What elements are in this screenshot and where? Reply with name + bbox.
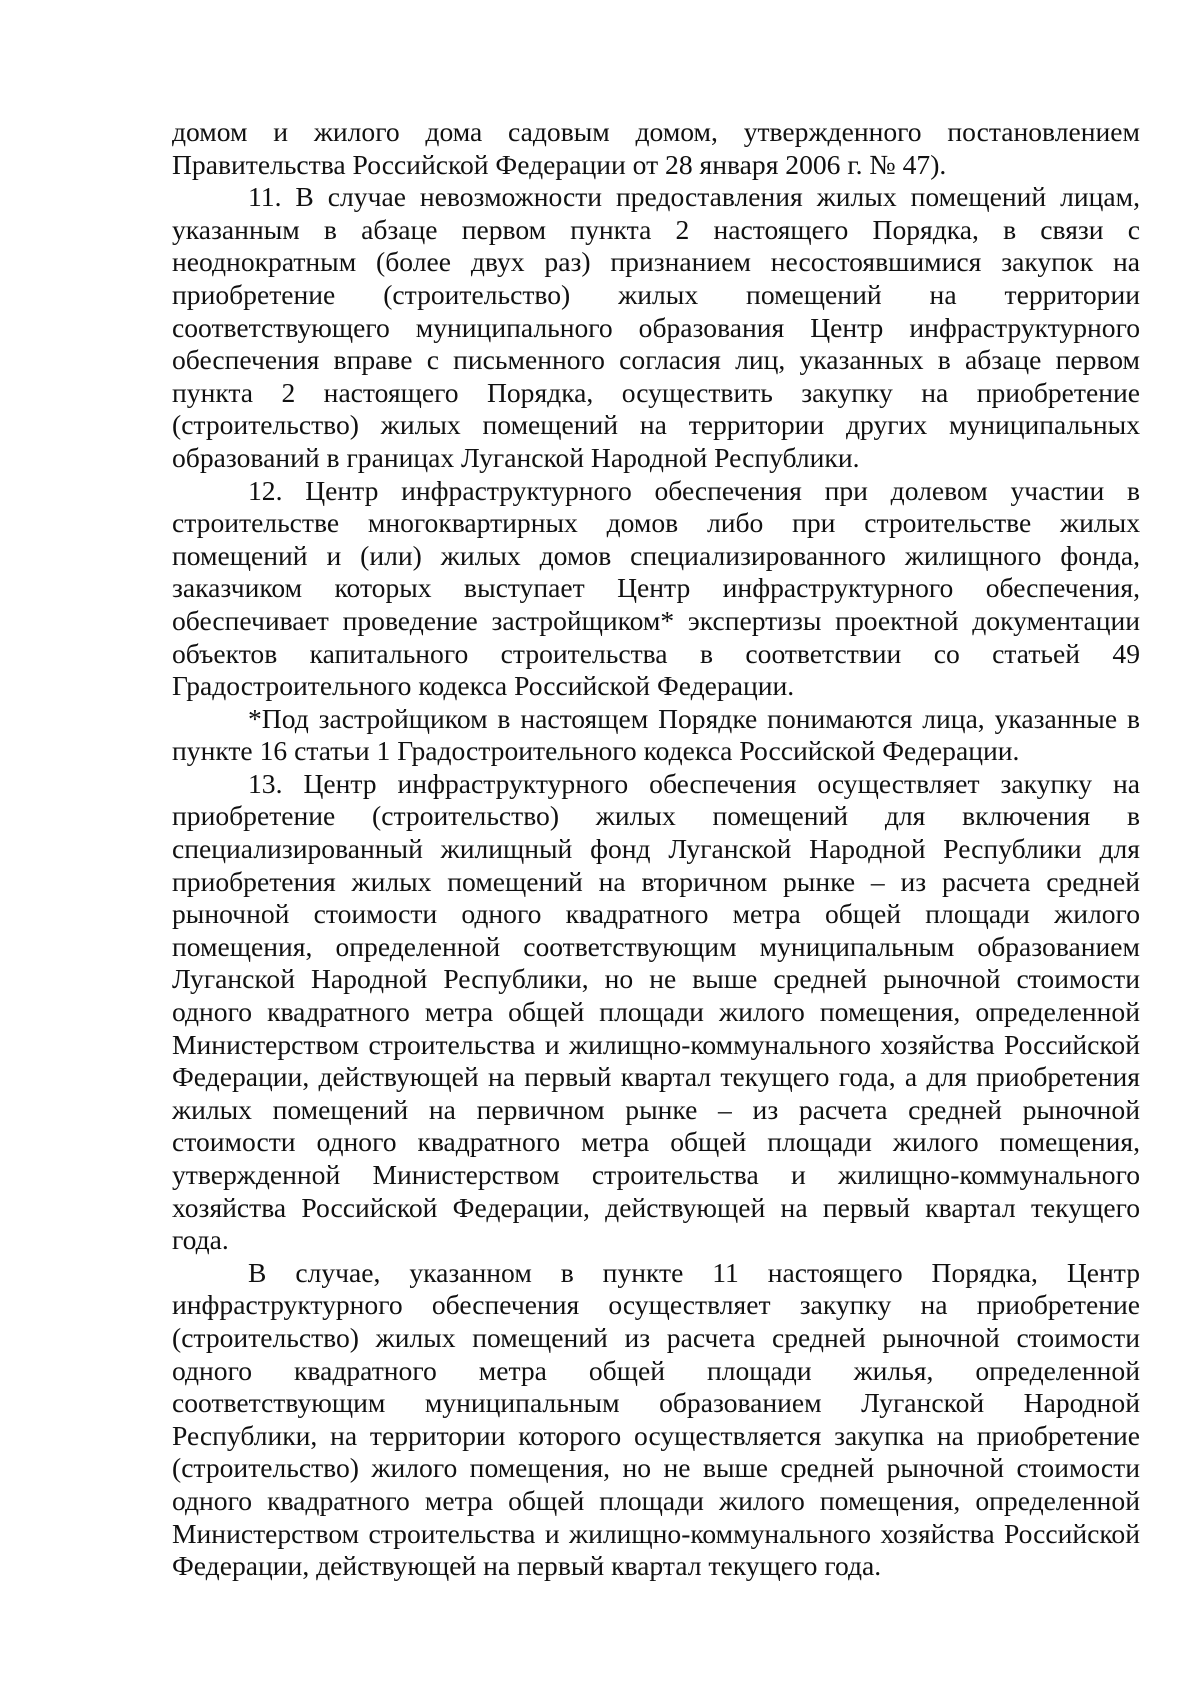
document-body bbox=[172, 116, 1140, 1583]
paragraph-item-13-case-11: В случае, указанном в пункте 11 настоящего Порядка, Центр инфраструктурного обеспечения осуществляет закупку на приобретение (строительство) жилых помещений из расчета средней рыночной стоимости одного квадратного метра общей площади жилья, определенной соответствующим муниципальным образованием Луганской Народной Республики, на территории которого осуществляется закупка на приобретение (строительство) жилого помещения, но не выше средней рыночной стоимости одного квадратного метра общей площади жилого помещения, определенной Министерством строительства и жилищно-коммунального хозяйства Российской Федерации, действующей на первый квартал текущего года. bbox=[172, 1256, 1140, 1582]
paragraph-item-12: 12. Центр инфраструктурного обеспечения при долевом участии в строительстве многоквартирных домов либо при строительстве жилых помещений и (или) жилых домов специализированного жилищного фонда, заказчиком которых выступает Центр инфраструктурного обеспечения, обеспечивает проведение застройщиком* экспертизы проектной документации объектов капитального строительства в соответствии со статьей 49 Градостроительного кодекса Российской Федерации. bbox=[172, 474, 1140, 702]
paragraph-footnote-developer: *Под застройщиком в настоящем Порядке понимаются лица, указанные в пункте 16 статьи 1 Градостроительного кодекса Российской Федерации. bbox=[172, 702, 1140, 767]
paragraph-item-11: 11. В случае невозможности предоставления жилых помещений лицам, указанным в абзаце первом пункта 2 настоящего Порядка, в связи с неоднократным (более двух раз) признанием несостоявшимися закупок на приобретение (строительство) жилых помещений на территории соответствующего муниципального образования Центр инфраструктурного обеспечения вправе с письменного согласия лиц, указанных в абзаце первом пункта 2 настоящего Порядка, осуществить закупку на приобретение (строительство) жилых помещений на территории других муниципальных образований в границах Луганской Народной Республики. bbox=[172, 181, 1140, 473]
paragraph-item-13: 13. Центр инфраструктурного обеспечения осуществляет закупку на приобретение (строительство) жилых помещений для включения в специализированный жилищный фонд Луганской Народной Республики для приобретения жилых помещений на вторичном рынке – из расчета средней рыночной стоимости одного квадратного метра общей площади жилого помещения, определенной соответствующим муниципальным образованием Луганской Народной Республики, но не выше средней рыночной стоимости одного квадратного метра общей площади жилого помещения, определенной Министерством строительства и жилищно-коммунального хозяйства Российской Федерации, действующей на первый квартал текущего года, а для приобретения жилых помещений на первичном рынке – из расчета средней рыночной стоимости одного квадратного метра общей площади жилого помещения, утвержденной Министерством строительства и жилищно-коммунального хозяйства Российской Федерации, действующей на первый квартал текущего года. bbox=[172, 767, 1140, 1256]
paragraph-continuation: домом и жилого дома садовым домом, утвержденного постановлением Правительства Российской Федерации от 28 января 2006 г. № 47). bbox=[172, 116, 1140, 180]
